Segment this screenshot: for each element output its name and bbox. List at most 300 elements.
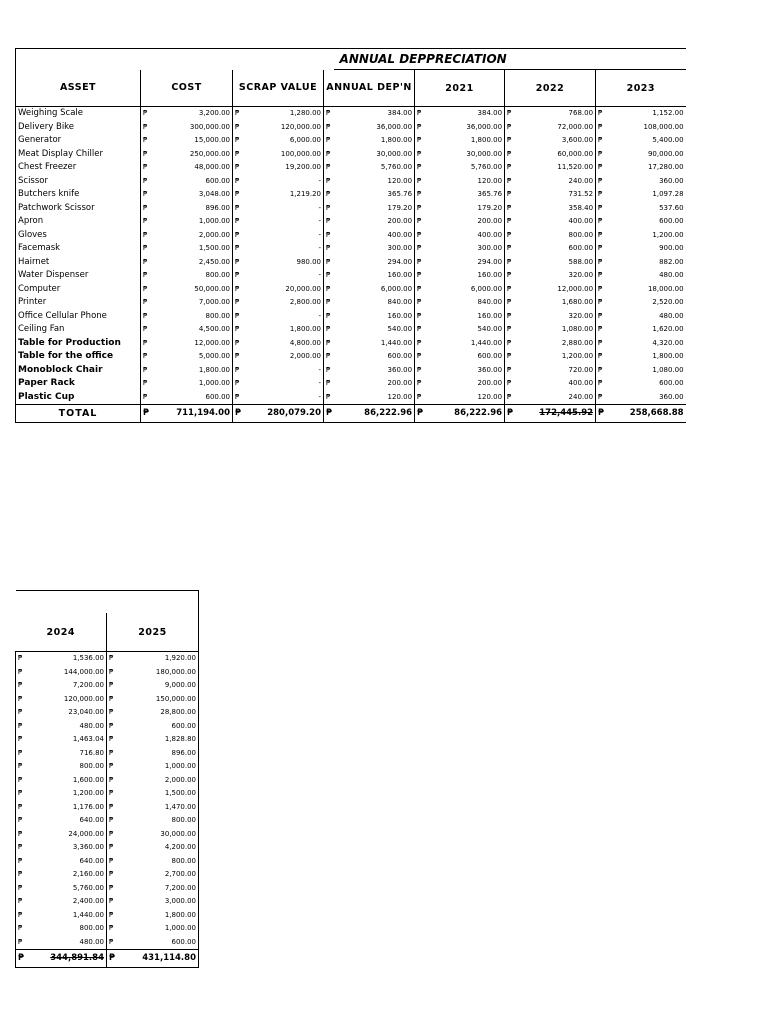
table-row <box>16 310 686 324</box>
value-y2023: 108,000.00 <box>643 122 684 131</box>
value-y2022: 400.00 <box>515 377 596 391</box>
table-row <box>16 364 686 378</box>
currency-symbol: ₱ <box>109 816 114 825</box>
currency-symbol: ₱ <box>235 109 240 118</box>
value-y2022: 600.00 <box>515 242 596 256</box>
currency-symbol: ₱ <box>235 338 240 347</box>
value-y2025: 600.00 <box>171 937 196 946</box>
currency-symbol: ₱ <box>235 257 240 266</box>
value-y2024: 1,536.00 <box>26 652 107 666</box>
currency-symbol: ₱ <box>598 122 603 131</box>
total-row <box>16 950 199 968</box>
value-y2023: 2,520.00 <box>652 298 684 307</box>
currency-symbol: ₱ <box>16 909 26 923</box>
value-y2023: 537.60 <box>659 203 684 212</box>
value-scrap: 120,000.00 <box>243 121 324 135</box>
value-y2023: 360.00 <box>659 392 684 401</box>
value-y2021: 200.00 <box>425 215 505 229</box>
table-row <box>16 814 199 828</box>
header-2023: 2023 <box>596 70 686 107</box>
value-y2024: 3,360.00 <box>26 841 107 855</box>
table-row <box>16 909 199 923</box>
value-y2021: 1,800.00 <box>425 134 505 148</box>
table-row <box>16 882 199 896</box>
currency-symbol: ₱ <box>109 654 114 663</box>
value-annual: 540.00 <box>334 323 415 337</box>
currency-symbol: ₱ <box>109 937 114 946</box>
table-row <box>16 693 199 707</box>
total-cost: 711,194.00 <box>151 405 233 423</box>
value-y2025: 3,000.00 <box>164 897 196 906</box>
currency-symbol: ₱ <box>417 136 422 145</box>
currency-symbol: ₱ <box>598 203 603 212</box>
value-annual: 179.20 <box>334 202 415 216</box>
currency-symbol: ₱ <box>326 203 331 212</box>
value-y2022: 320.00 <box>515 269 596 283</box>
currency-symbol: ₱ <box>143 311 148 320</box>
asset-name: Printer <box>16 296 141 310</box>
value-y2023: 4,320.00 <box>652 338 684 347</box>
value-y2022: 320.00 <box>515 310 596 324</box>
table-row <box>16 720 199 734</box>
depreciation-table-continuation <box>15 590 199 968</box>
currency-symbol: ₱ <box>109 667 114 676</box>
value-y2022: 3,600.00 <box>515 134 596 148</box>
value-annual: 400.00 <box>334 229 415 243</box>
currency-symbol: ₱ <box>417 190 422 199</box>
currency-symbol: ₱ <box>507 392 512 401</box>
header-2024: 2024 <box>16 613 107 652</box>
value-y2025: 800.00 <box>171 856 196 865</box>
value-cost: 1,500.00 <box>151 242 233 256</box>
currency-symbol: ₱ <box>507 163 512 172</box>
value-y2024: 5,760.00 <box>26 882 107 896</box>
currency-symbol: ₱ <box>507 109 512 118</box>
currency-symbol: ₱ <box>16 706 26 720</box>
asset-name: Chest Freezer <box>16 161 141 175</box>
value-y2022: 11,520.00 <box>515 161 596 175</box>
currency-symbol: ₱ <box>235 244 240 253</box>
asset-name: Paper Rack <box>16 377 141 391</box>
currency-symbol: ₱ <box>143 163 148 172</box>
value-scrap: - <box>243 377 324 391</box>
table-row <box>16 747 199 761</box>
currency-symbol: ₱ <box>16 841 26 855</box>
value-scrap: - <box>243 229 324 243</box>
value-y2021: 300.00 <box>425 242 505 256</box>
currency-symbol: ₱ <box>598 311 603 320</box>
value-y2025: 600.00 <box>171 721 196 730</box>
value-y2025: 1,000.00 <box>164 762 196 771</box>
total-y2025: 431,114.80 <box>117 950 199 968</box>
table-row <box>16 188 686 202</box>
header-annual-depn: ANNUAL DEP'N <box>324 70 415 107</box>
value-annual: 36,000.00 <box>334 121 415 135</box>
table-row <box>16 134 686 148</box>
currency-symbol: ₱ <box>143 379 148 388</box>
table-row <box>16 841 199 855</box>
table-row <box>16 161 686 175</box>
value-y2022: 800.00 <box>515 229 596 243</box>
currency-symbol: ₱ <box>235 203 240 212</box>
table-row <box>16 828 199 842</box>
currency-symbol: ₱ <box>16 855 26 869</box>
table-row <box>16 922 199 936</box>
currency-symbol: ₱ <box>598 257 603 266</box>
currency-symbol: ₱ <box>16 652 26 666</box>
table-row <box>16 787 199 801</box>
currency-symbol: ₱ <box>235 284 240 293</box>
value-y2022: 731.52 <box>515 188 596 202</box>
asset-name: Delivery Bike <box>16 121 141 135</box>
table-row <box>16 868 199 882</box>
value-y2023: 1,620.00 <box>652 325 684 334</box>
value-y2021: 36,000.00 <box>425 121 505 135</box>
table-row <box>16 296 686 310</box>
value-y2025: 7,200.00 <box>164 883 196 892</box>
currency-symbol: ₱ <box>143 203 148 212</box>
value-y2021: 160.00 <box>425 269 505 283</box>
value-y2021: 179.20 <box>425 202 505 216</box>
value-cost: 1,000.00 <box>151 215 233 229</box>
value-annual: 294.00 <box>334 256 415 270</box>
value-annual: 600.00 <box>334 350 415 364</box>
value-scrap: - <box>243 202 324 216</box>
currency-symbol: ₱ <box>326 284 331 293</box>
value-y2021: 294.00 <box>425 256 505 270</box>
asset-name: Gloves <box>16 229 141 243</box>
asset-name: Table for Production <box>16 337 141 351</box>
value-y2024: 716.80 <box>26 747 107 761</box>
table-row <box>16 652 199 666</box>
currency-symbol: ₱ <box>109 748 114 757</box>
currency-symbol: ₱ <box>233 405 243 423</box>
currency-symbol: ₱ <box>235 230 240 239</box>
total-y2021: 86,222.96 <box>425 405 505 423</box>
value-y2025: 28,800.00 <box>160 708 196 717</box>
value-cost: 896.00 <box>151 202 233 216</box>
currency-symbol: ₱ <box>417 311 422 320</box>
total-y2023: 258,668.88 <box>606 405 686 423</box>
asset-name: Ceiling Fan <box>16 323 141 337</box>
currency-symbol: ₱ <box>507 271 512 280</box>
currency-symbol: ₱ <box>326 122 331 131</box>
table-row <box>16 283 686 297</box>
currency-symbol: ₱ <box>16 679 26 693</box>
value-cost: 2,000.00 <box>151 229 233 243</box>
value-y2025: 896.00 <box>171 748 196 757</box>
value-y2022: 1,680.00 <box>515 296 596 310</box>
value-annual: 840.00 <box>334 296 415 310</box>
currency-symbol: ₱ <box>417 257 422 266</box>
value-cost: 600.00 <box>151 175 233 189</box>
asset-name: Plastic Cup <box>16 391 141 405</box>
value-cost: 7,000.00 <box>151 296 233 310</box>
table-row <box>16 229 686 243</box>
currency-symbol: ₱ <box>16 733 26 747</box>
currency-symbol: ₱ <box>109 870 114 879</box>
currency-symbol: ₱ <box>507 284 512 293</box>
table-row <box>16 350 686 364</box>
currency-symbol: ₱ <box>598 190 603 199</box>
currency-symbol: ₱ <box>598 163 603 172</box>
value-y2024: 640.00 <box>26 855 107 869</box>
total-scrap: 280,079.20 <box>243 405 324 423</box>
value-cost: 800.00 <box>151 310 233 324</box>
currency-symbol: ₱ <box>16 868 26 882</box>
currency-symbol: ₱ <box>507 122 512 131</box>
currency-symbol: ₱ <box>143 271 148 280</box>
value-y2023: 600.00 <box>659 217 684 226</box>
currency-symbol: ₱ <box>507 352 512 361</box>
value-y2022: 72,000.00 <box>515 121 596 135</box>
value-y2025: 180,000.00 <box>155 667 196 676</box>
currency-symbol: ₱ <box>109 708 114 717</box>
table-row <box>16 666 199 680</box>
asset-name: Weighing Scale <box>16 107 141 121</box>
value-annual: 1,800.00 <box>334 134 415 148</box>
currency-symbol: ₱ <box>326 163 331 172</box>
currency-symbol: ₱ <box>326 176 331 185</box>
currency-symbol: ₱ <box>598 284 603 293</box>
currency-symbol: ₱ <box>326 338 331 347</box>
currency-symbol: ₱ <box>417 217 422 226</box>
value-y2022: 2,880.00 <box>515 337 596 351</box>
asset-name: Facemask <box>16 242 141 256</box>
value-y2022: 1,080.00 <box>515 323 596 337</box>
currency-symbol: ₱ <box>143 392 148 401</box>
value-scrap: 100,000.00 <box>243 148 324 162</box>
currency-symbol: ₱ <box>143 325 148 334</box>
currency-symbol: ₱ <box>235 352 240 361</box>
value-y2023: 18,000.00 <box>647 284 684 293</box>
value-y2021: 6,000.00 <box>425 283 505 297</box>
currency-symbol: ₱ <box>16 720 26 734</box>
value-y2023: 1,097.28 <box>652 190 684 199</box>
value-y2022: 1,200.00 <box>515 350 596 364</box>
value-y2021: 30,000.00 <box>425 148 505 162</box>
value-y2025: 1,000.00 <box>164 924 196 933</box>
value-scrap: 1,800.00 <box>243 323 324 337</box>
table-row <box>16 774 199 788</box>
currency-symbol: ₱ <box>16 774 26 788</box>
value-y2021: 600.00 <box>425 350 505 364</box>
value-scrap: 2,000.00 <box>243 350 324 364</box>
asset-name: Patchwork Scissor <box>16 202 141 216</box>
value-y2023: 90,000.00 <box>647 149 684 158</box>
currency-symbol: ₱ <box>507 217 512 226</box>
value-y2021: 400.00 <box>425 229 505 243</box>
value-y2025: 2,000.00 <box>164 775 196 784</box>
currency-symbol: ₱ <box>417 325 422 334</box>
value-y2021: 5,760.00 <box>425 161 505 175</box>
value-cost: 250,000.00 <box>151 148 233 162</box>
table-row <box>16 936 199 950</box>
currency-symbol: ₱ <box>507 149 512 158</box>
header-cost: COST <box>141 70 233 107</box>
currency-symbol: ₱ <box>143 244 148 253</box>
currency-symbol: ₱ <box>507 230 512 239</box>
table-row <box>16 801 199 815</box>
value-y2024: 480.00 <box>26 936 107 950</box>
value-y2024: 800.00 <box>26 922 107 936</box>
value-scrap: - <box>243 364 324 378</box>
value-y2023: 17,280.00 <box>647 163 684 172</box>
table-row <box>16 733 199 747</box>
value-y2024: 1,440.00 <box>26 909 107 923</box>
value-cost: 1,000.00 <box>151 377 233 391</box>
value-cost: 4,500.00 <box>151 323 233 337</box>
currency-symbol: ₱ <box>598 325 603 334</box>
total-y2024: 344,891.84 <box>26 950 107 968</box>
currency-symbol: ₱ <box>143 352 148 361</box>
value-y2025: 1,500.00 <box>164 789 196 798</box>
asset-name: Computer <box>16 283 141 297</box>
value-y2025: 4,200.00 <box>164 843 196 852</box>
currency-symbol: ₱ <box>143 257 148 266</box>
value-annual: 360.00 <box>334 364 415 378</box>
value-scrap: 1,280.00 <box>243 107 324 121</box>
table-row <box>16 121 686 135</box>
value-y2021: 360.00 <box>425 364 505 378</box>
value-y2021: 160.00 <box>425 310 505 324</box>
currency-symbol: ₱ <box>598 379 603 388</box>
value-y2022: 358.40 <box>515 202 596 216</box>
currency-symbol: ₱ <box>109 735 114 744</box>
currency-symbol: ₱ <box>16 922 26 936</box>
table-row <box>16 148 686 162</box>
value-cost: 3,200.00 <box>151 107 233 121</box>
currency-symbol: ₱ <box>507 257 512 266</box>
value-scrap: 20,000.00 <box>243 283 324 297</box>
value-y2022: 12,000.00 <box>515 283 596 297</box>
currency-symbol: ₱ <box>109 883 114 892</box>
currency-symbol: ₱ <box>235 217 240 226</box>
currency-symbol: ₱ <box>109 856 114 865</box>
total-annual: 86,222.96 <box>334 405 415 423</box>
currency-symbol: ₱ <box>326 271 331 280</box>
currency-symbol: ₱ <box>417 176 422 185</box>
currency-symbol: ₱ <box>109 843 114 852</box>
value-y2024: 800.00 <box>26 760 107 774</box>
currency-symbol: ₱ <box>143 136 148 145</box>
currency-symbol: ₱ <box>16 895 26 909</box>
currency-symbol: ₱ <box>507 136 512 145</box>
value-y2023: 1,800.00 <box>652 352 684 361</box>
currency-symbol: ₱ <box>417 271 422 280</box>
table-row <box>16 377 686 391</box>
value-cost: 48,000.00 <box>151 161 233 175</box>
currency-symbol: ₱ <box>598 136 603 145</box>
value-y2025: 800.00 <box>171 816 196 825</box>
table-row <box>16 337 686 351</box>
value-y2023: 360.00 <box>659 176 684 185</box>
asset-name: Butchers knife <box>16 188 141 202</box>
value-y2025: 1,828.80 <box>164 735 196 744</box>
value-y2023: 600.00 <box>659 379 684 388</box>
currency-symbol: ₱ <box>507 190 512 199</box>
currency-symbol: ₱ <box>109 681 114 690</box>
currency-symbol: ₱ <box>143 122 148 131</box>
value-annual: 6,000.00 <box>334 283 415 297</box>
currency-symbol: ₱ <box>415 405 425 423</box>
value-scrap: - <box>243 175 324 189</box>
value-y2021: 120.00 <box>425 391 505 405</box>
total-y2022: 172,445.92 <box>515 405 596 423</box>
depreciation-table-main <box>15 48 686 423</box>
value-cost: 600.00 <box>151 391 233 405</box>
value-y2024: 24,000.00 <box>26 828 107 842</box>
value-cost: 12,000.00 <box>151 337 233 351</box>
currency-symbol: ₱ <box>235 325 240 334</box>
asset-name: Water Dispenser <box>16 269 141 283</box>
table-row <box>16 242 686 256</box>
asset-name: Meat Display Chiller <box>16 148 141 162</box>
currency-symbol: ₱ <box>598 217 603 226</box>
currency-symbol: ₱ <box>16 787 26 801</box>
table-title: ANNUAL DEPPRECIATION <box>334 49 686 70</box>
currency-symbol: ₱ <box>598 352 603 361</box>
currency-symbol: ₱ <box>235 365 240 374</box>
currency-symbol: ₱ <box>143 190 148 199</box>
value-scrap: - <box>243 242 324 256</box>
value-annual: 384.00 <box>334 107 415 121</box>
currency-symbol: ₱ <box>109 897 114 906</box>
currency-symbol: ₱ <box>326 298 331 307</box>
currency-symbol: ₱ <box>417 244 422 253</box>
value-y2022: 720.00 <box>515 364 596 378</box>
value-annual: 30,000.00 <box>334 148 415 162</box>
currency-symbol: ₱ <box>507 311 512 320</box>
table-row <box>16 215 686 229</box>
value-annual: 160.00 <box>334 269 415 283</box>
header-2021: 2021 <box>415 70 505 107</box>
currency-symbol: ₱ <box>326 325 331 334</box>
currency-symbol: ₱ <box>326 257 331 266</box>
currency-symbol: ₱ <box>235 190 240 199</box>
value-y2021: 365.76 <box>425 188 505 202</box>
currency-symbol: ₱ <box>507 176 512 185</box>
value-y2025: 30,000.00 <box>160 829 196 838</box>
total-row <box>16 405 686 423</box>
value-annual: 300.00 <box>334 242 415 256</box>
value-scrap: - <box>243 391 324 405</box>
value-scrap: 1,219.20 <box>243 188 324 202</box>
currency-symbol: ₱ <box>598 392 603 401</box>
currency-symbol: ₱ <box>16 936 26 950</box>
value-y2024: 1,463.04 <box>26 733 107 747</box>
value-scrap: 6,000.00 <box>243 134 324 148</box>
currency-symbol: ₱ <box>16 814 26 828</box>
value-y2023: 480.00 <box>659 311 684 320</box>
currency-symbol: ₱ <box>507 379 512 388</box>
currency-symbol: ₱ <box>16 666 26 680</box>
value-y2022: 240.00 <box>515 175 596 189</box>
currency-symbol: ₱ <box>326 311 331 320</box>
asset-name: Generator <box>16 134 141 148</box>
currency-symbol: ₱ <box>326 149 331 158</box>
table-row <box>16 391 686 405</box>
currency-symbol: ₱ <box>235 176 240 185</box>
value-y2023: 882.00 <box>659 257 684 266</box>
currency-symbol: ₱ <box>235 298 240 307</box>
currency-symbol: ₱ <box>16 760 26 774</box>
currency-symbol: ₱ <box>326 352 331 361</box>
value-y2024: 2,160.00 <box>26 868 107 882</box>
currency-symbol: ₱ <box>143 338 148 347</box>
value-cost: 3,048.00 <box>151 188 233 202</box>
value-scrap: 19,200.00 <box>243 161 324 175</box>
